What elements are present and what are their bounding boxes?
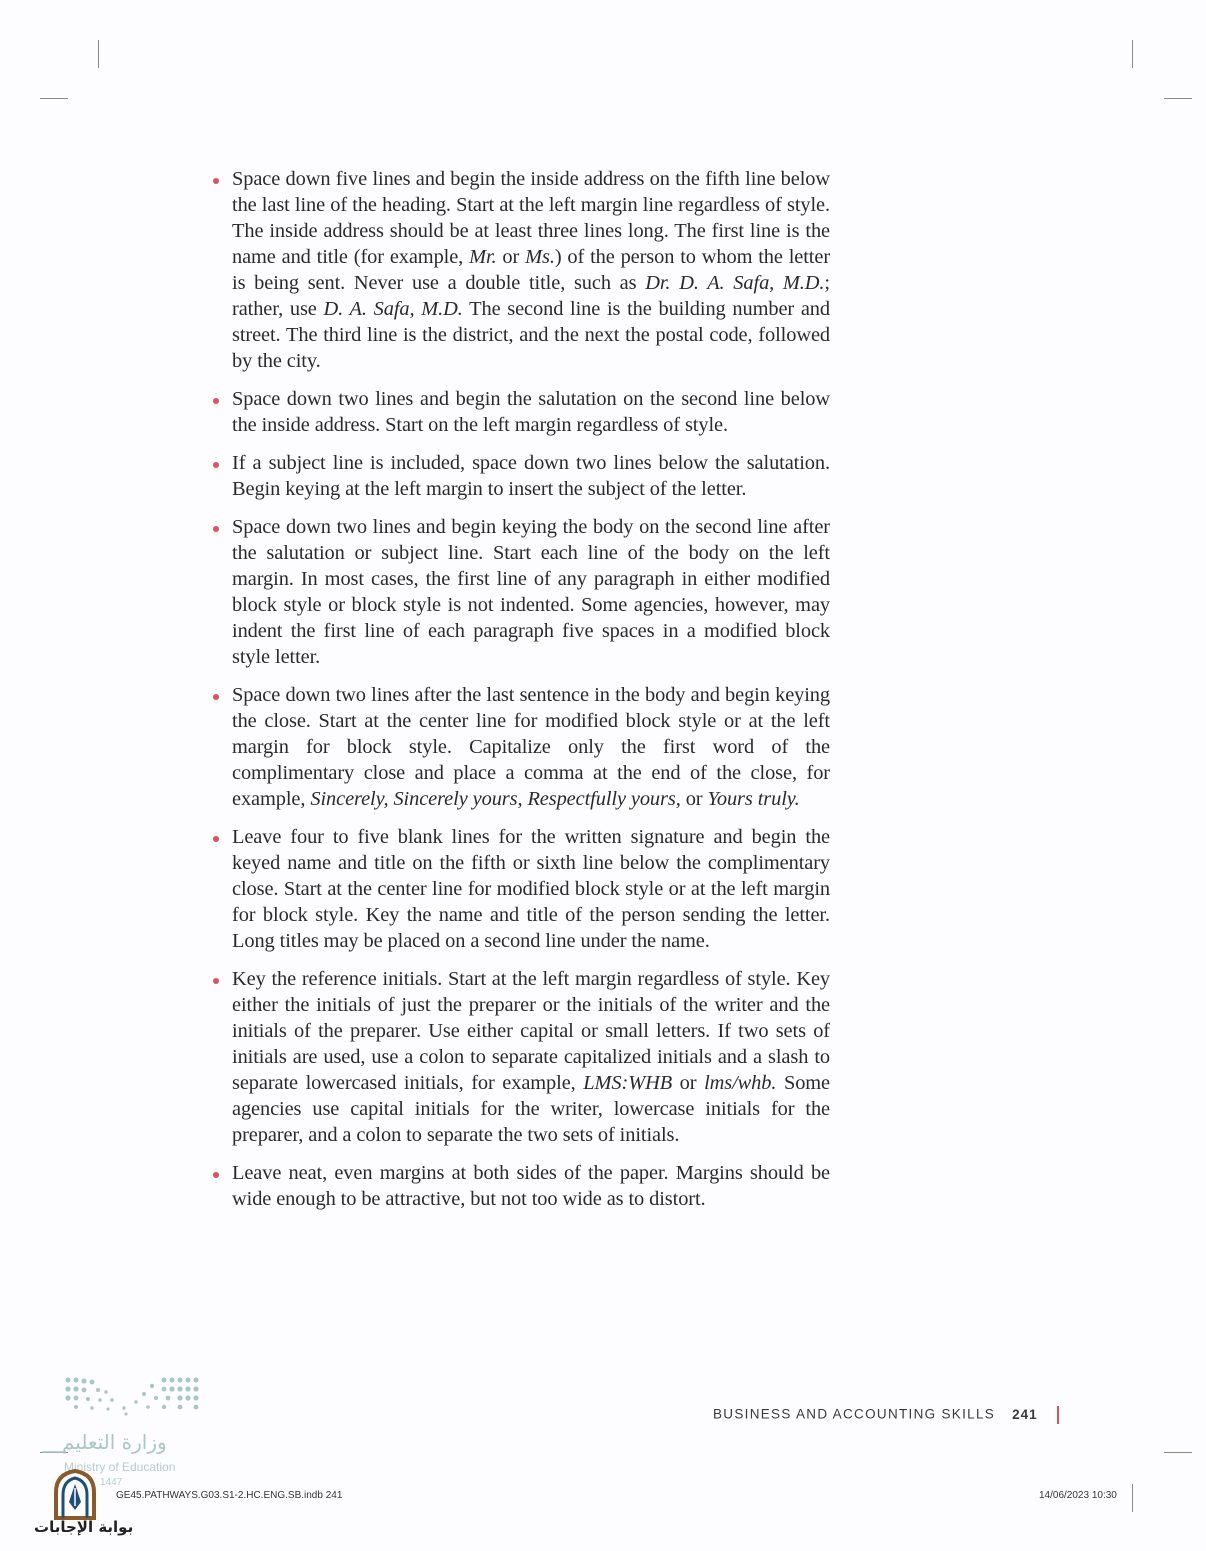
crop-mark-top-left (98, 40, 99, 68)
text-segment: Space down two lines after the last sentence in the body and begin keying the close. Start at the center line for modified block style or at the left margin for block style. Capitalize only the first word of the complimentary close and place a comma at the end of the close, for example, (232, 684, 830, 810)
ministry-year: 1447 (100, 1477, 123, 1488)
crop-mark-left-top (40, 98, 68, 99)
running-footer (713, 1406, 1059, 1424)
crop-mark-bottom-right (1132, 1484, 1133, 1512)
section-title: BUSINESS AND ACCOUNTING SKILLS (713, 1406, 996, 1422)
footer-accent-bar (1057, 1406, 1059, 1424)
gate-icon (50, 1468, 100, 1522)
text-segment: or (680, 788, 708, 810)
text-segment: Space down two lines and begin keying the body on the second line after the salutation or subject line. Start each line of the body on the left margin. In most cases, the first line of any paragraph in either modified block style or block style is not indented. Some agencies, however, may indent the first line of each paragraph five spaces in a modified block style letter. (232, 516, 830, 668)
bullet-item (208, 166, 830, 374)
bullet-item (208, 682, 830, 812)
watermark-label: بوابة الإجابات (34, 1518, 134, 1536)
text-segment: Space down two lines and begin the salutation on the second line below the inside address. Start on the left margin regardless of style. (232, 388, 830, 436)
text-segment: or (496, 246, 526, 268)
page-number: 241 (1012, 1406, 1038, 1422)
crop-mark-top-right (1132, 40, 1133, 68)
italic-text: Sincerely, Sincerely yours, Respectfully yours, (310, 788, 681, 810)
bullet-item (208, 1160, 830, 1212)
slug-file-info: GE45.PATHWAYS.G03.S1-2.HC.ENG.SB.indb 241 (116, 1490, 343, 1501)
text-segment: ; rather, use (232, 272, 830, 320)
italic-text: Ms. (525, 246, 555, 268)
text-segment: Some agencies use capital initials for the writer, lowercase initials for the preparer, and a colon to separate the two sets of initials. (232, 1072, 830, 1146)
text-segment: Key the reference initials. Start at the left margin regardless of style. Key either the initials of just the preparer or the initials of the writer and the initials of the preparer. Use either capital or small letters. If two sets of initials are used, use a colon to separate capitalized initials and a slash to separate lowercased initials, for example, (232, 968, 830, 1094)
ministry-english-name: Ministry of Education (64, 1460, 176, 1474)
italic-text: LMS:WHB (583, 1072, 673, 1094)
text-segment: If a subject line is included, space down two lines below the salutation. Begin keying at the left margin to insert the subject of the letter. (232, 452, 830, 500)
text-segment: or (672, 1072, 705, 1094)
bullet-item (208, 450, 830, 502)
bullet-item (208, 966, 830, 1148)
text-segment: Leave neat, even margins at both sides of the paper. Margins should be wide enough to be attractive, but not too wide as to distort. (232, 1162, 830, 1210)
ministry-arabic-name: وزارة التعليم (62, 1430, 167, 1454)
text-segment: Space down five lines and begin the inside address on the fifth line below the last line of the heading. Start at the left margin line regardless of style. The inside address should be at least three lines long. The first line is the name and title (for example, (232, 168, 830, 268)
text-segment: The second line is the building number and street. The third line is the district, and the next the postal code, followed by the city. (232, 298, 830, 372)
bullet-item (208, 514, 830, 670)
italic-text: lms/whb. (704, 1072, 777, 1094)
text-segment: ) of the person to whom the letter is being sent. Never use a double title, such as (232, 246, 831, 294)
slug-date-time: 14/06/2023 10:30 (1039, 1490, 1117, 1501)
bullet-list (208, 166, 830, 1224)
bullet-item (208, 386, 830, 438)
bullet-item (208, 824, 830, 954)
crop-mark-right-bottom (1164, 1452, 1192, 1453)
italic-text: Mr. (469, 246, 497, 268)
italic-text: Yours truly. (707, 788, 800, 810)
italic-text: Dr. D. A. Safa, M.D. (645, 272, 825, 294)
crop-mark-right-top (1164, 98, 1192, 99)
text-segment: Leave four to five blank lines for the written signature and begin the keyed name and title on the fifth or sixth line below the complimentary close. Start at the center line for modified block style or at the left margin for block style. Key the name and title of the person sending the letter. Long titles may be placed on a second line under the name. (232, 826, 830, 952)
italic-text: D. A. Safa, M.D. (323, 298, 463, 320)
